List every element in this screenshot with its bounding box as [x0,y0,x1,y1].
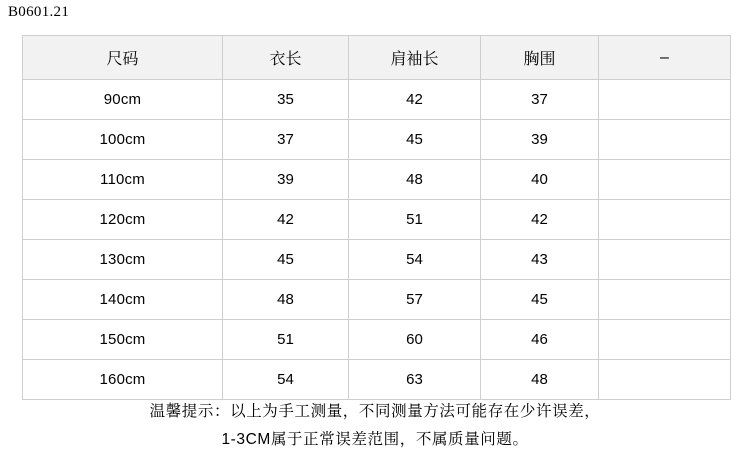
cell-size: 150cm [23,320,223,360]
note-line-2: 1-3CM属于正常误差范围，不属质量问题。 [221,431,529,448]
cell-extra [599,320,731,360]
cell-extra [599,200,731,240]
cell-size: 110cm [23,160,223,200]
cell-shoulder-sleeve: 63 [349,360,481,400]
cell-length: 42 [223,200,349,240]
table-header [23,36,731,80]
cell-length: 54 [223,360,349,400]
cell-extra [599,160,731,200]
table-body [23,80,731,400]
size-table [22,35,731,400]
cell-bust: 46 [481,320,599,360]
cell-size: 100cm [23,120,223,160]
column-header-shoulder-sleeve: 肩袖长 [349,36,481,80]
note-line-1: 温馨提示：以上为手工测量，不同测量方法可能存在少许误差， [149,403,601,420]
column-header-size: 尺码 [23,36,223,80]
cell-size: 130cm [23,240,223,280]
column-header-length: 衣长 [223,36,349,80]
cell-length: 45 [223,240,349,280]
cell-shoulder-sleeve: 45 [349,120,481,160]
table-row [23,360,731,400]
cell-shoulder-sleeve: 57 [349,280,481,320]
cell-shoulder-sleeve: 51 [349,200,481,240]
table-row [23,200,731,240]
cell-shoulder-sleeve: 60 [349,320,481,360]
table-row [23,80,731,120]
table-row [23,120,731,160]
cell-bust: 40 [481,160,599,200]
cell-bust: 42 [481,200,599,240]
table-row [23,320,731,360]
cell-length: 35 [223,80,349,120]
cell-length: 48 [223,280,349,320]
cell-size: 140cm [23,280,223,320]
cell-shoulder-sleeve: 54 [349,240,481,280]
cell-size: 160cm [23,360,223,400]
cell-size: 120cm [23,200,223,240]
cell-bust: 45 [481,280,599,320]
table-row [23,280,731,320]
cell-length: 51 [223,320,349,360]
cell-extra [599,240,731,280]
cell-length: 39 [223,160,349,200]
cell-bust: 48 [481,360,599,400]
cell-length: 37 [223,120,349,160]
cell-shoulder-sleeve: 42 [349,80,481,120]
cell-size: 90cm [23,80,223,120]
table-row [23,240,731,280]
product-code-label: B0601.21 [8,4,70,20]
cell-extra [599,360,731,400]
table-header-row [23,36,731,80]
cell-extra [599,280,731,320]
cell-extra [599,120,731,160]
cell-bust: 39 [481,120,599,160]
size-table-container [22,35,730,400]
table-row [23,160,731,200]
cell-shoulder-sleeve: 48 [349,160,481,200]
cell-extra [599,80,731,120]
cell-bust: 43 [481,240,599,280]
column-header-extra: – [599,36,731,80]
cell-bust: 37 [481,80,599,120]
measurement-notes [0,398,750,454]
column-header-bust: 胸围 [481,36,599,80]
